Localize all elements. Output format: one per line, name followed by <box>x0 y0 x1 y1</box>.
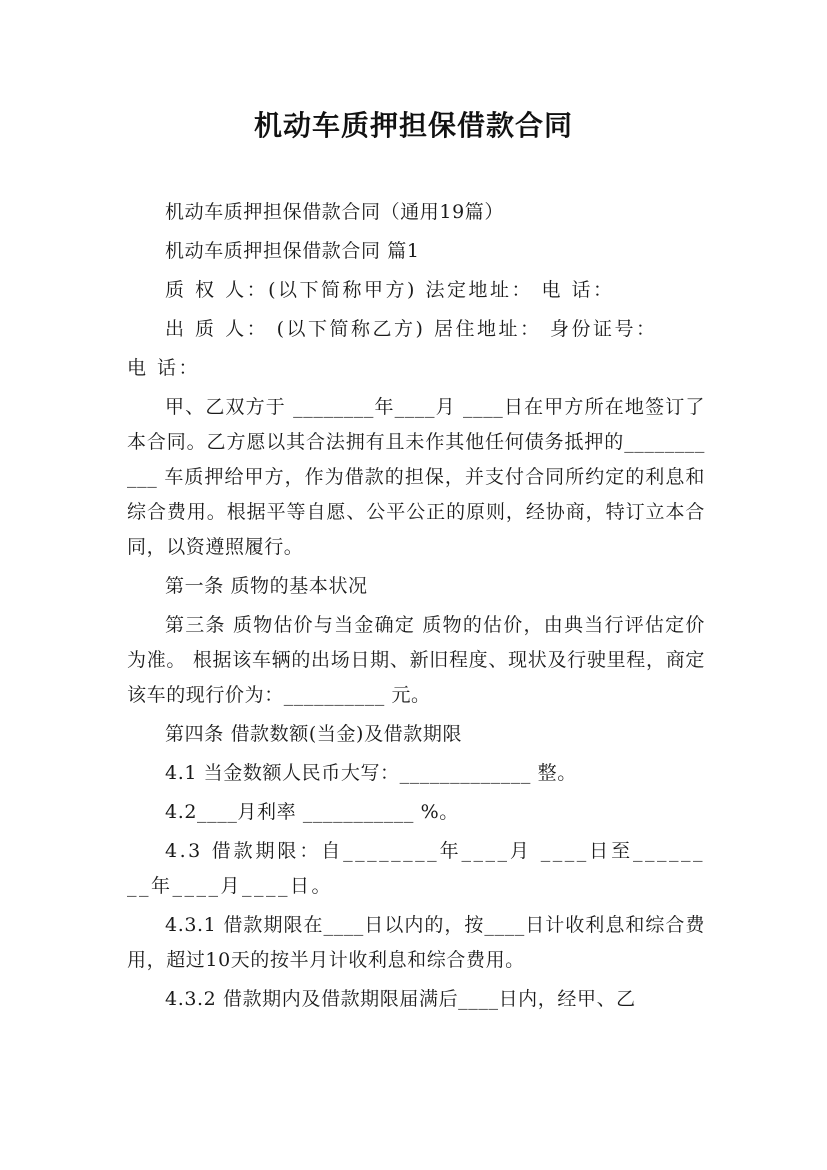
paragraph-pledgee-info: 质 权 人：(以下简称甲方) 法定地址： 电 话： <box>165 279 615 301</box>
paragraph-section-heading: 机动车质押担保借款合同 篇1 <box>165 240 420 262</box>
paragraph-clause-4-3: 4.3 借款期限：自________年____月 ____日至________年____月____日。 <box>127 840 705 897</box>
paragraph-preamble: 甲、乙双方于 ________年____月 ____日在甲方所在地签订了本合同。乙方愿以其合法拥有且未作其他任何债务抵押的___________ 车质押给甲方，作为借款的担保，并支付合同所约定的利息和综合费用。根据平等自愿、公平公正的原则，经协商，特订立本合同，以资遵照履行。 <box>127 396 705 558</box>
paragraph-phone: 电 话： <box>127 357 201 379</box>
document-title: 机动车质押担保借款合同 <box>253 109 573 142</box>
paragraph-clause-4-2: 4.2____月利率 ___________ %。 <box>165 801 459 823</box>
paragraph-article-4: 第四条 借款数额(当金)及借款期限 <box>165 723 463 745</box>
paragraph-pledgor-info: 出 质 人： (以下简称乙方) 居住地址： 身份证号： <box>165 318 658 340</box>
paragraph-clause-4-3-1: 4.3.1 借款期限在____日以内的，按____日计收利息和综合费用，超过10天的按半月计收利息和综合费用。 <box>127 914 705 971</box>
paragraph-clause-4-3-2: 4.3.2 借款期内及借款期限届满后____日内，经甲、乙 <box>165 988 636 1010</box>
paragraph-article-3: 第三条 质物估价与当金确定 质物的估价，由典当行评估定价为准。 根据该车辆的出场日期、新旧程度、现状及行驶里程，商定该车的现行价为：__________ 元。 <box>127 614 705 706</box>
document-body <box>127 195 705 1021</box>
paragraph-subtitle: 机动车质押担保借款合同（通用19篇） <box>165 201 504 223</box>
paragraph-article-1: 第一条 质物的基本状况 <box>165 575 368 597</box>
paragraph-clause-4-1: 4.1 当金数额人民币大写：_____________ 整。 <box>165 762 577 784</box>
